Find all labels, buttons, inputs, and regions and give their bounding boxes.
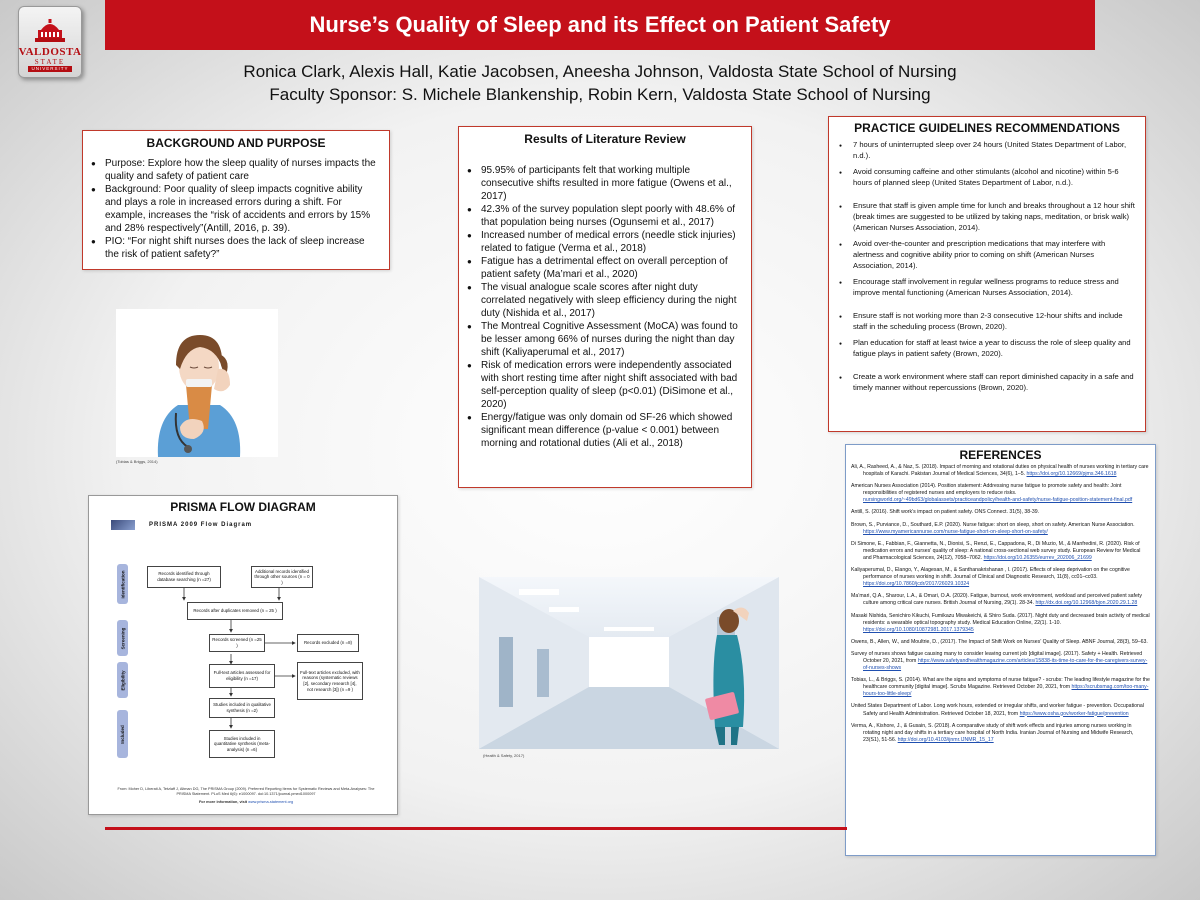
author-block [150, 60, 1050, 106]
list-item: ● Encourage staff involvement in regular wellness programs to reduce stress and improve mental functioning (American Nurses Association, 2014). [839, 276, 1135, 298]
prisma-more-info [111, 800, 381, 804]
list-item: ● Plan education for staff at least twice a year to discuss the role of sleep quality and fatigue plays in patient safety (Brown, 2020). [839, 337, 1135, 359]
reference-item: Owens, B., Allen, W., and Moultrie, D., (2017). The Impact of Shift Work on Nurses’ Quality of Sleep. ABNF Journal, 28(3), 59–63. [851, 638, 1148, 645]
title-bar [105, 0, 1095, 50]
reference-link[interactable]: http://doi.org/10.4103/ijnmr.IJNMR_15_17 [897, 736, 994, 743]
faculty-sponsor: Faculty Sponsor: S. Michele Blankenship, Robin Kern, Valdosta State School of Nursing [269, 85, 931, 104]
prisma-citation: From: Moher D, Liberati A, Tetzlaff J, Altman DG, The PRISMA Group (2009). Preferred Reporting Items for Systematic Reviews and Meta-Analyses: The PRISMA Statement. PLoS Med 6(6): e1000097. doi:10.1371/journal.pmed1000097 [117, 787, 375, 796]
tired-nurse-photo [116, 309, 278, 457]
dome-icon [33, 18, 67, 44]
reference-link[interactable]: https://doi.org/10.26355/eurrev_202006_21699 [983, 554, 1092, 561]
reference-item: Verma, A., Kishore, J., & Gusain, S. (2018). A comparative study of shift work effects and injuries among nurses working in rotating night and day shifts in a tertiary care hospital of North India. Iranian Journal of Nursing and Midwife Research, 23(S1), 51-56. http://doi.org/10.4103/ijnmr.IJNMR_15_17 [851, 722, 1134, 743]
list-item: ● PIO: “For night shift nurses does the lack of sleep increase the risk of patient safety?” [91, 235, 381, 261]
logo-name: VALDOSTA [18, 45, 82, 58]
prisma-box-qualitative: Studies included in qualitative synthesis (n =2) [209, 698, 275, 718]
reference-list [851, 464, 1150, 744]
list-item: ● 95.95% of participants felt that working multiple consecutive shifts resulted in more fatigue (Owens et al., 2017) [467, 164, 743, 203]
list-item: ● Fatigue has a detrimental effect on overall perception of patient safety (Ma’mari et al., 2020) [467, 255, 743, 281]
prisma-panel [88, 495, 398, 815]
prisma-box-fulltext: Full-text articles assessed for eligibility (n =17) [209, 664, 275, 688]
prisma-box-duplicates: Records after duplicates removed (n = 25 ) [187, 602, 283, 620]
reference-item: Di Simone, E., Fabbian, F., Giannetta, N., Dionisi, S., Renzi, E., Cappadona, R., Di Muzio, M., & Manfredini, R. (2020). Risk of medication errors and nurses’ quality of sleep: A national cross-sectional web survey study. European Review for Medical and Pharmacological Sciences, 24(12), 7058–7062. https://doi.org/10.26355/eurrev_202006_21699 [851, 540, 1141, 561]
prisma-box-screened: Records screened (n =25 ) [209, 634, 265, 652]
reference-link[interactable]: https://www.osha.gov/worker-fatigue/prevention [1019, 710, 1129, 717]
hallway-photo-caption: (Health & Safety, 2017) [483, 753, 525, 758]
guidelines-list [839, 139, 1135, 393]
reference-link[interactable]: http://dx.doi.org/10.12968/bjon.2020.29.1.28 [1035, 600, 1138, 607]
prisma-link[interactable]: www.prisma-statement.org [248, 800, 294, 804]
reference-item: Masaki Nishida, Senichiro Kikuchi, Fumikazu Miwakeichi, & Shiro Suda. (2017). Night duty and decreased brain activity of medical residents: a wearable optical topography study. Medical Education Online, 22(1). 1-10. https://doi.org/10.1080/10872981.2017.1379345 [851, 612, 1150, 633]
prisma-box-quantitative: Studies included in quantitative synthesis (meta-analysis) (n =6) [209, 730, 275, 758]
prisma-heading: PRISMA FLOW DIAGRAM [170, 500, 316, 514]
list-item: ● 7 hours of uninterrupted sleep over 24 hours (United States Department of Labor, n.d.). [839, 139, 1135, 161]
list-item: ● Avoid consuming caffeine and other stimulants (alcohol and nicotine) within 5-6 hours of planned sleep (United States Department of Labor, n.d.). [839, 166, 1135, 188]
reference-link[interactable]: https://www.safetyandhealthmagazine.com/articles/15838-its-time-to-care-for-the-caregivers-survey-of-nurses-shows [863, 657, 1148, 672]
list-item: ● Risk of medication errors were independently associated with short resting time after night shift associated with bad self-perception quality of sleep (p<0.01) (DiSimone et al., 2020) [467, 359, 743, 411]
reference-link[interactable]: nursingworld.org/~49bd63/globalassets/practiceandpolicy/health-and-safety/nurse-fatigue-position-statement-final.pdf [863, 497, 1133, 504]
list-item: ● Energy/fatigue was only domain od SF-26 which showed significant mean difference (p-value < 0.001) between morning and rotational duties (Ali et al., 2018) [467, 411, 743, 450]
reference-link[interactable]: https://doi.org/10.1080/10872981.2017.1379345 [863, 626, 974, 633]
reference-link[interactable]: https://www.myamericannurse.com/nurse-fatigue-short-on-sleep-short-on-safety/ [863, 528, 1048, 535]
footer-rule [105, 827, 847, 830]
list-item: ● 42.3% of the survey population slept poorly with 48.6% of that population being nurses (Ogunsemi et al., 2017) [467, 203, 743, 229]
prisma-box-excluded: Records excluded (n =8) [297, 634, 359, 652]
reference-item: United States Department of Labor. Long work hours, extended or irregular shifts, and worker fatigue - prevention. Occupational Safety and Health Administration. Retrieved October 18, 2021, from https://www.osha.gov/worker-fatigue/prevention [851, 703, 1144, 717]
reference-item: Ali, A., Rasheed, A., & Naz, S. (2018). Impact of morning and rotational duties on physical health of nurses working in tertiary care hospitals of Karachi. Pakistan Journal of Medical Sciences, 34(6), 1–5. https://doi.org/10.12669/pjms.346.1618 [851, 464, 1149, 478]
background-panel [82, 130, 390, 270]
reference-item: Antill, S. (2016). Shift work’s impact on patient safety. ONS Connect. 31(5), 38-39. [851, 509, 1040, 516]
prisma-subtitle: PRISMA 2009 Flow Diagram [149, 522, 253, 528]
stage-identification: Identification [117, 564, 128, 604]
reference-item: Survey of nurses shows fatigue causing many to consider leaving current job [digital image]. (2017). Safety + Health. Retrieved October 20, 2021, from https://www.safetyandhealthmagazine.com/articles/15838-its-time-to-care-for-the-caregivers-survey-of-nurses-shows [851, 650, 1148, 672]
poster-title: Nurse’s Quality of Sleep and its Effect on Patient Safety [309, 12, 891, 37]
list-item: ● Purpose: Explore how the sleep quality of nurses impacts the quality and safety of patient care [91, 157, 381, 183]
list-item: ● Background: Poor quality of sleep impacts cognitive ability and plays a role in increased errors during a shift. For example, increases the “risk of accidents and errors by 15% and 28% respectively”(Antill, 2016, p. 39). [91, 183, 381, 235]
results-heading: Results of Literature Review [524, 132, 686, 146]
list-item: ● Increased number of medical errors (needle stick injuries) related to fatigue (Verma et al., 2018) [467, 229, 743, 255]
prisma-connectors [89, 496, 399, 816]
university-logo [18, 6, 82, 78]
results-list [467, 164, 743, 450]
references-panel [845, 444, 1156, 856]
guidelines-panel [828, 116, 1146, 432]
prisma-box-other-sources: Additional records identified through other sources (n = 0 ) [251, 566, 313, 588]
reference-link[interactable]: https://doi.org/10.7860/jcdr/2017/26029.10324 [863, 581, 970, 588]
stage-included: Included [117, 710, 128, 758]
hallway-nurse-photo [479, 577, 779, 749]
list-item: ● Avoid over-the-counter and prescription medications that may interfere with alertness and cognitive ability prior to coming on shift (American Nurses Association, 2014). [839, 238, 1135, 271]
reference-link[interactable]: https://doi.org/10.12669/pjms.346.1618 [1026, 471, 1117, 478]
prisma-more-label: For more information, visit [198, 800, 248, 804]
list-item: ● The visual analogue scale scores after night duty correlated negatively with sleep efficiency during the night duty (Nishida et al., 2017) [467, 281, 743, 320]
authors: Ronica Clark, Alexis Hall, Katie Jacobsen, Aneesha Johnson, Valdosta State School of Nursing [243, 62, 957, 81]
list-item: ● The Montreal Cognitive Assessment (MoCA) was found to be lesser among 66% of nurses during the night than day shift (Kaliyaperumal et al., 2017) [467, 320, 743, 359]
background-heading: BACKGROUND AND PURPOSE [146, 136, 326, 150]
reference-link[interactable]: https://scrubsmag.com/too-many-hours-too-little-sleep/ [863, 684, 1149, 698]
list-item: ● Ensure staff is not working more than 2-3 consecutive 12-hour shifts and include staff in the scheduling process (Brown, 2020). [839, 310, 1135, 332]
reference-item: Ma’mari, Q.A., Sharour, L.A., & Omari, O.A. (2020). Fatigue, burnout, work environment, workload and perceived patient safety culture among critical care nurses. British Journal of Nursing, 29(1). 28-34. http://dx.doi.org/10.12968/bjon.2020.29.1.28 [851, 593, 1142, 607]
prisma-box-fulltext-excluded: Full-text articles excluded, with reasons (systematic reviews [2], secondary research [4], not research [3]) (n =9 ) [297, 662, 363, 700]
stage-screening: Screening [117, 620, 128, 656]
reference-item: Brown, S., Purviance, D., Southard, E.P. (2020). Nurse fatigue: short on sleep, short on safety. American Nurse Association. https://www.myamericannurse.com/nurse-fatigue-short-on-sleep-short-on-safety/ [851, 521, 1135, 535]
logo-state: STATE [34, 57, 66, 66]
prisma-box-database: Records identified through database searching (n =27) [147, 566, 221, 588]
reference-item: American Nurses Association (2014). Position statement: Addressing nurse fatigue to promote safety and health: Joint responsibilities of registered nurses and employers to reduce risks. nursingworld.org/~49bd63/globalassets/practiceandpolicy/health-and-safety/nurse-fatigue-position-statement-final.pdf [851, 483, 1133, 504]
references-heading: REFERENCES [959, 448, 1042, 462]
list-item: ● Ensure that staff is given ample time for lunch and breaks throughout a 12 hour shift (break times are suggested to be utilized by taking naps, meditation, or brisk walk) (American Nurses Association, 2014). [839, 200, 1135, 233]
logo-university: UNIVERSITY [28, 66, 71, 72]
nurse-photo-caption: (Tobias & Briggs, 2014) [116, 459, 158, 464]
reference-item: Kaliyaperumal, D., Elango, Y., Alagesan, M., & Santhanakrishanan , I. (2017). Effects of sleep deprivation on the cognitive performance of nurses working in shift. Journal of Clinical and Diagnostic Research, 11(8), cc01–cc03. https://doi.org/10.7860/jcdr/2017/26029.10324 [851, 567, 1130, 588]
reference-item: Tobias, L., & Briggs, S. (2014). What are the signs and symptoms of nurse fatigue? - scrubs: The leading lifestyle magazine for the healthcare community [digital image]. Scrubs Magazine. Retrieved October 20, 2021, from https://scrubsmag.com/too-many-hours-too-little-sleep/ [851, 677, 1150, 698]
list-item: ● Create a work environment where staff can report diminished capacity in a safe and timely manner without repercussions (Brown, 2020). [839, 371, 1135, 393]
guidelines-heading: PRACTICE GUIDELINES RECOMMENDATIONS [854, 121, 1120, 135]
stage-eligibility: Eligibility [117, 662, 128, 698]
results-panel [458, 126, 752, 488]
background-list [91, 157, 381, 261]
